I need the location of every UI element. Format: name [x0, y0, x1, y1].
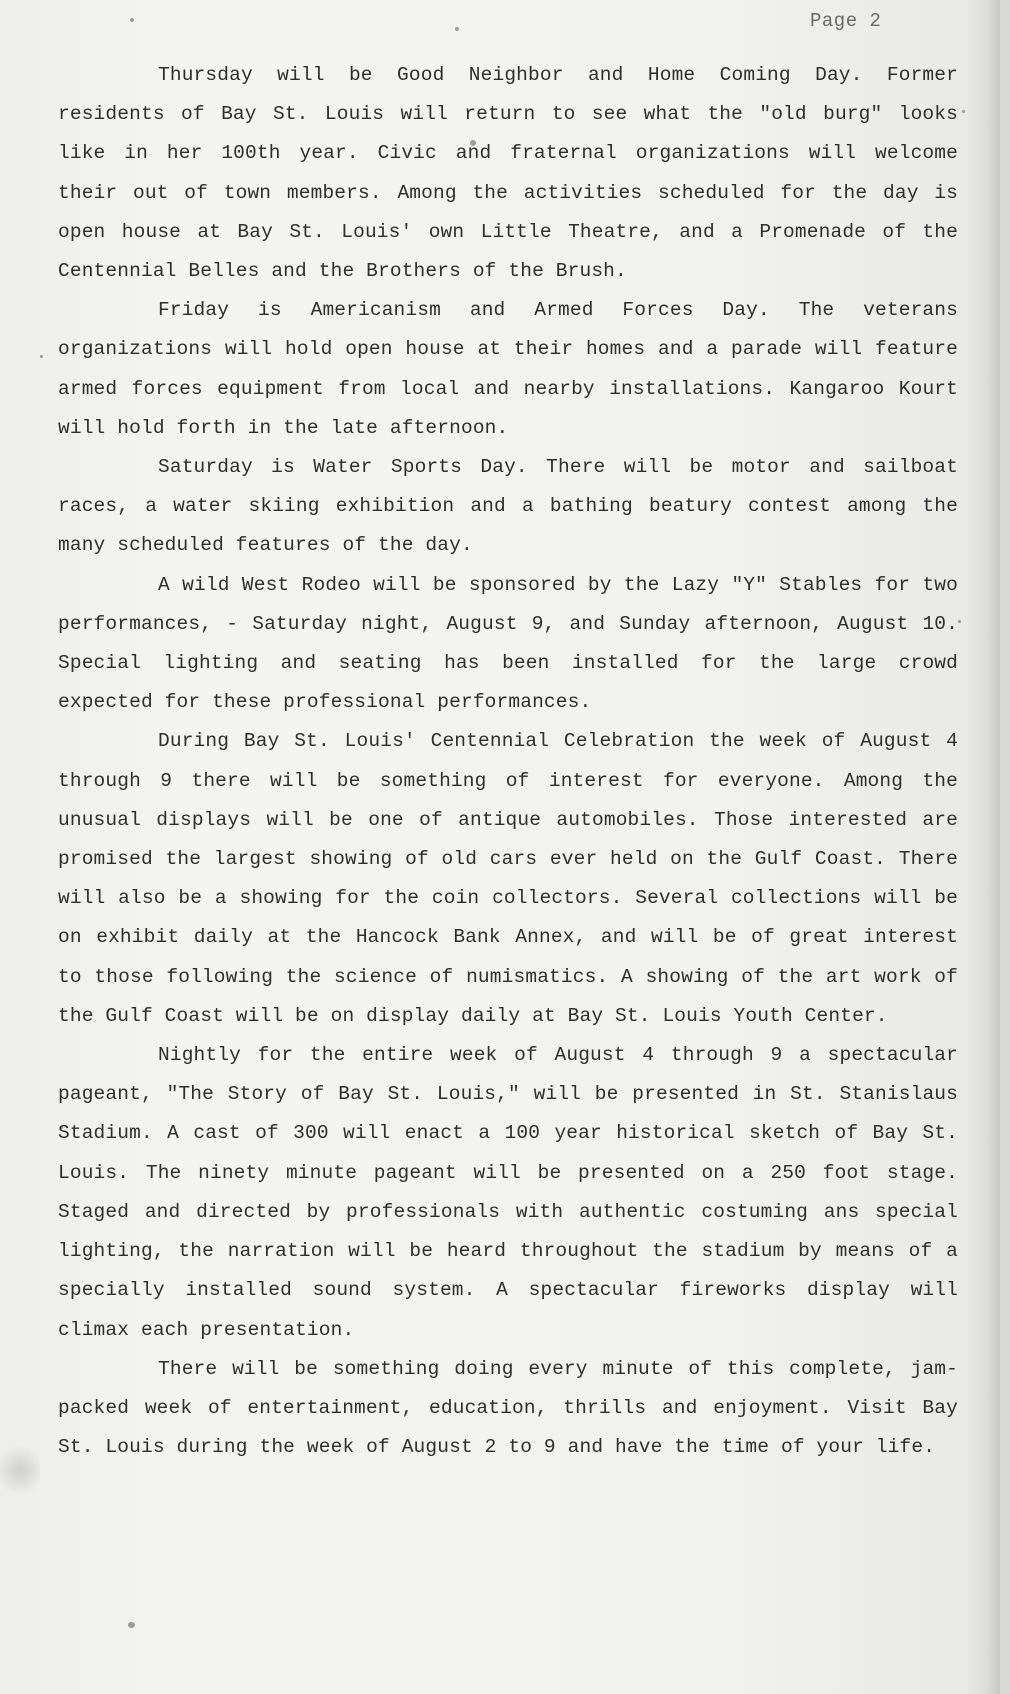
paragraph-closing: There will be something doing every minute of this complete, jam-packed week of entertainment, education, thrills and enjoyment. Visit Bay St. Louis during the week of August 2 to 9 and have the time of your life. [58, 1357, 958, 1459]
paper-speck [128, 1622, 135, 1628]
paper-edge-shadow [966, 0, 1000, 1694]
paragraph-displays: During Bay St. Louis' Centennial Celebration the week of August 4 through 9 there will be something of interest for everyone. Among the unusual displays will be one of antique automobiles. Those interested are promised the largest showing of old cars ever held on the Gulf Coast. There will also be a showing for the coin collectors. Several collections will be on exhibit daily at the Hancock Bank Annex, and will be of great interest to those following the science of numismatics. A showing of the art work of the Gulf Coast will be on display daily at Bay St. Louis Youth Center. [58, 730, 958, 1027]
paper-speck [958, 620, 961, 623]
paragraph-water-sports-day: Saturday is Water Sports Day. There will be motor and sailboat races, a water skiing exhibition and a bathing beatury contest among the many scheduled features of the day. [58, 456, 958, 557]
body-text [58, 56, 958, 1467]
paper-speck [962, 110, 965, 113]
paper-speck [455, 27, 459, 31]
paragraph-good-neighbor-day: Thursday will be Good Neighbor and Home Coming Day. Former residents of Bay St. Louis will return to see what the "old burg" looks like in her 100th year. Civic and fraternal organizations will welcome their out of town members. Among the activities scheduled for the day is open house at Bay St. Louis' own Little Theatre, and a Promenade of the Centennial Belles and the Brothers of the Brush. [58, 64, 958, 283]
paragraph-pageant: Nightly for the entire week of August 4 through 9 a spectacular pageant, "The Story of Bay St. Louis," will be presented in St. Stanislaus Stadium. A cast of 300 will enact a 100 year historical sketch of Bay St. Louis. The ninety minute pageant will be presented on a 250 foot stage. Staged and directed by professionals with authentic costuming ans special lighting, the narration will be heard throughout the stadium by means of a specially installed sound system. A spectacular fireworks display will climax each presentation. [58, 1044, 958, 1341]
paper-speck [130, 18, 134, 22]
paragraph-rodeo: A wild West Rodeo will be sponsored by the Lazy "Y" Stables for two performances, - Saturday night, August 9, and Sunday afternoon, August 10. Special lighting and seating has been installed for the large crowd expected for these professional performances. [58, 573, 958, 714]
paper-stain [0, 1440, 40, 1500]
paper-speck [40, 355, 43, 358]
page-number: Page 2 [810, 10, 882, 32]
paragraph-armed-forces-day: Friday is Americanism and Armed Forces Day. The veterans organizations will hold open house at their homes and a parade will feature armed forces equipment from local and nearby installations. Kangaroo Kourt will hold forth in the late afternoon. [58, 299, 958, 439]
